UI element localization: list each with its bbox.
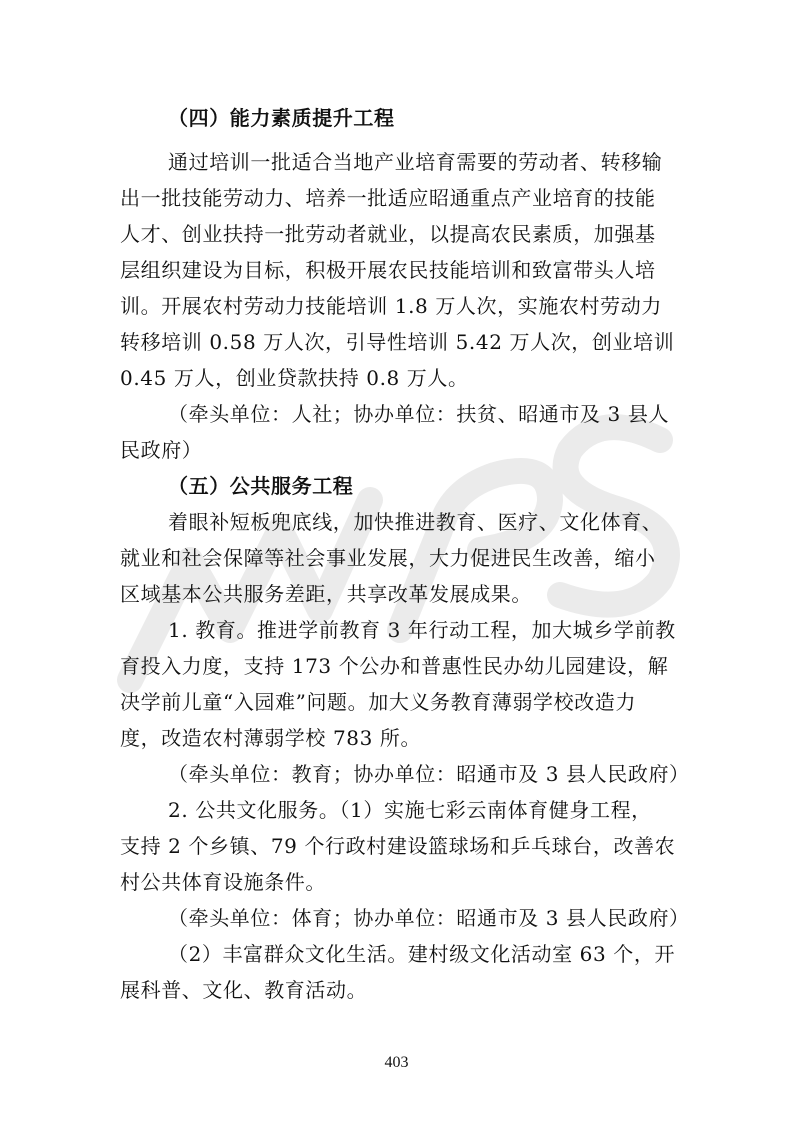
responsible-unit-note: 民政府） bbox=[120, 438, 203, 462]
paragraph-line: 支持 2 个乡镇、79 个行政村建设篮球场和乒乓球台，改善农 bbox=[120, 834, 676, 858]
section-heading-public-service: （五）公共服务工程 bbox=[168, 474, 354, 498]
paragraph-line: 度，改造农村薄弱学校 783 所。 bbox=[120, 726, 422, 750]
paragraph-line: 层组织建设为目标，积极开展农民技能培训和致富带头人培 bbox=[120, 258, 656, 282]
paragraph-line: 通过培训一批适合当地产业培育需要的劳动者、转移输 bbox=[168, 150, 663, 174]
section-heading-capability: （四）能力素质提升工程 bbox=[168, 106, 395, 130]
responsible-unit-note: （牵头单位：人社；协办单位：扶贫、昭通市及 3 县人 bbox=[168, 402, 670, 426]
paragraph-line: 训。开展农村劳动力技能培训 1.8 万人次，实施农村劳动力 bbox=[120, 294, 662, 318]
paragraph-line: 2. 公共文化服务。（1）实施七彩云南体育健身工程， bbox=[168, 798, 652, 822]
paragraph-line: （2）丰富群众文化生活。建村级文化活动室 63 个，开 bbox=[168, 942, 676, 966]
paragraph-line: 育投入力度，支持 173 个公办和普惠性民办幼儿园建设，解 bbox=[120, 654, 669, 678]
paragraph-line: 1. 教育。推进学前教育 3 年行动工程，加大城乡学前教 bbox=[168, 618, 676, 642]
paragraph-line: 出一批技能劳动力、培养一批适应昭通重点产业培育的技能 bbox=[120, 186, 656, 210]
paragraph-line: 着眼补短板兜底线，加快推进教育、医疗、文化体育、 bbox=[168, 510, 663, 534]
paragraph-line: 转移培训 0.58 万人次，引导性培训 5.42 万人次，创业培训 bbox=[120, 330, 675, 354]
paragraph-line: 就业和社会保障等社会事业发展，大力促进民生改善，缩小 bbox=[120, 546, 656, 570]
paragraph-line: 展科普、文化、教育活动。 bbox=[120, 978, 368, 1002]
paragraph-line: 区域基本公共服务差距，共享改革发展成果。 bbox=[120, 582, 532, 606]
paragraph-line: 决学前儿童“入园难”问题。加大义务教育薄弱学校改造力 bbox=[120, 690, 637, 714]
responsible-unit-note: （牵头单位：体育；协办单位：昭通市及 3 县人民政府） bbox=[168, 906, 690, 930]
responsible-unit-note: （牵头单位：教育；协办单位：昭通市及 3 县人民政府） bbox=[168, 762, 690, 786]
paragraph-line: 人才、创业扶持一批劳动者就业，以提高农民素质，加强基 bbox=[120, 222, 656, 246]
paragraph-line: 0.45 万人，创业贷款扶持 0.8 万人。 bbox=[120, 366, 469, 390]
paragraph-line: 村公共体育设施条件。 bbox=[120, 870, 326, 894]
page-number: 403 bbox=[384, 1054, 409, 1071]
